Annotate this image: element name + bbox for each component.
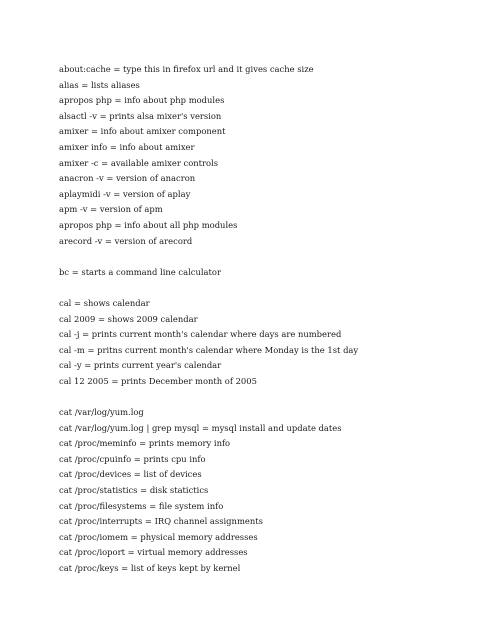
command-line: amixer info = info about amixer — [59, 141, 195, 152]
command-line: cal 12 2005 = prints December month of 2005 — [59, 375, 257, 386]
command-line: cat /proc/iomem = physical memory addresses — [59, 531, 258, 542]
command-line: cat /proc/interrupts = IRQ channel assignments — [59, 516, 263, 527]
command-line: about:cache = type this in firefox url and it gives cache size — [59, 64, 314, 74]
command-line: apropos php = info about all php modules — [59, 219, 238, 230]
command-line: cat /proc/cpuinfo = prints cpu info — [59, 453, 206, 464]
command-line: cat /proc/keys = list of keys kept by kernel — [59, 563, 241, 573]
command-line: cal = shows calendar — [59, 297, 150, 308]
command-line: amixer -c = available amixer controls — [59, 157, 219, 168]
command-line: cal -j = prints current month's calendar where days are numbered — [59, 329, 342, 340]
command-line: alias = lists aliases — [59, 79, 140, 90]
command-line: bc = starts a command line calculator — [59, 266, 221, 277]
command-list — [59, 62, 479, 577]
command-line: cal -m = pritns current month's calendar where Monday is the 1st day — [59, 344, 359, 355]
command-line: alsactl -v = prints alsa mixer's version — [59, 110, 222, 121]
command-line: apropos php = info about php modules — [59, 95, 225, 106]
command-line: cat /proc/filesystems = file system info — [59, 500, 224, 511]
group-spacer — [59, 389, 479, 405]
group-spacer — [59, 280, 479, 296]
command-line: amixer = info about amixer component — [59, 126, 226, 137]
command-line: cal -y = prints current year's calendar — [59, 360, 222, 371]
command-line: cat /proc/statistics = disk statictics — [59, 485, 209, 496]
group-spacer — [59, 249, 479, 265]
command-line: cat /var/log/yum.log | grep mysql = mysql install and update dates — [59, 422, 342, 433]
command-line: cat /proc/devices = list of devices — [59, 469, 202, 480]
command-line: aplaymidi -v = version of aplay — [59, 188, 191, 199]
command-line: cat /var/log/yum.log — [59, 407, 144, 418]
command-line: cat /proc/meminfo = prints memory info — [59, 438, 231, 449]
command-line: anacron -v = version of anacron — [59, 173, 196, 184]
command-line: cat /proc/ioport = virtual memory addresses — [59, 547, 248, 558]
command-line: apm -v = version of apm — [59, 204, 163, 215]
command-line: arecord -v = version of arecord — [59, 235, 193, 246]
command-line: cal 2009 = shows 2009 calendar — [59, 313, 198, 324]
